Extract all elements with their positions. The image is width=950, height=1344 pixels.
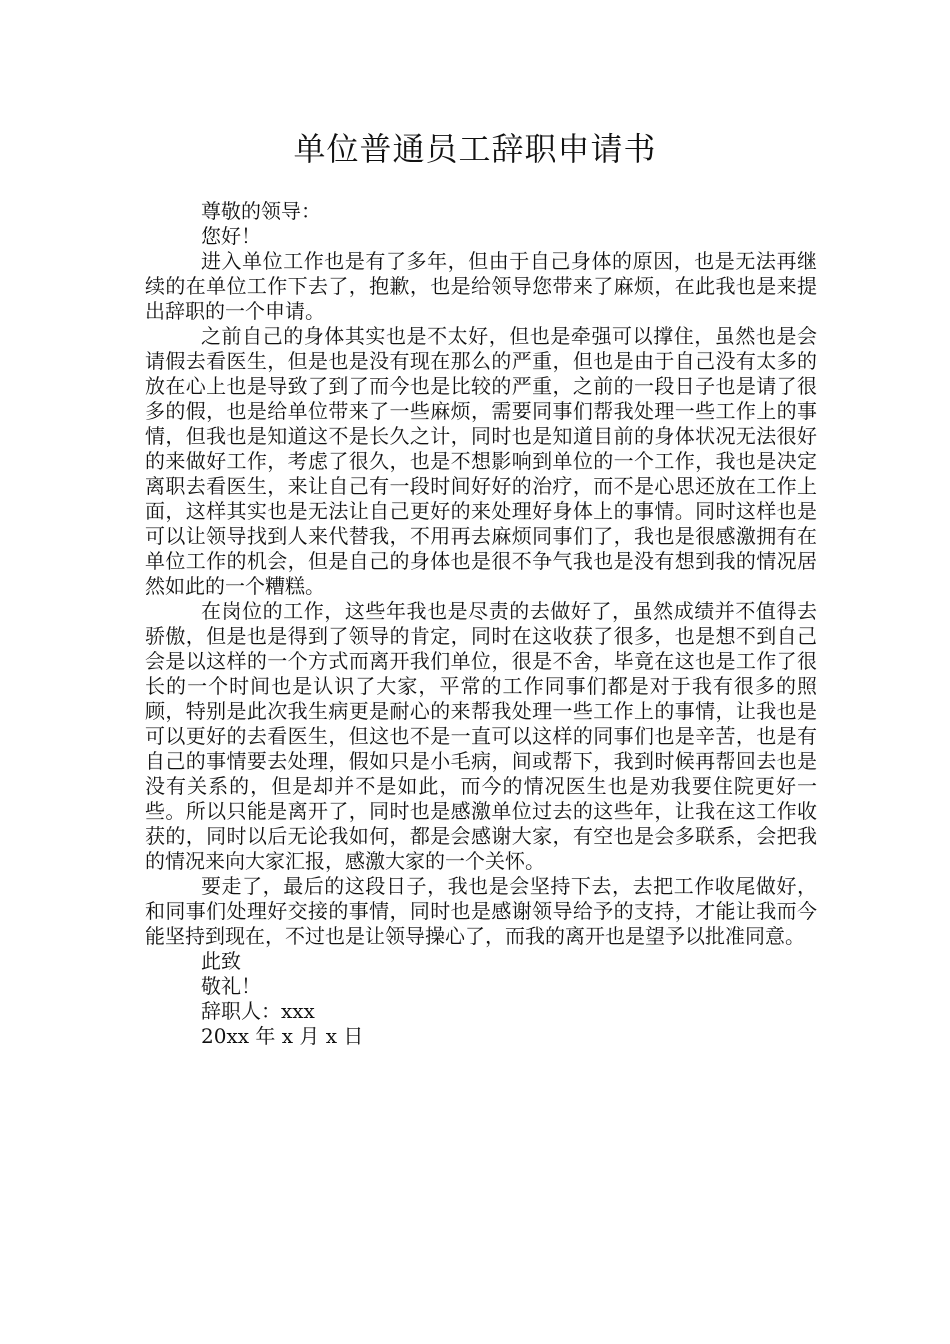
document-title: 单位普通员工辞职申请书	[293, 130, 657, 168]
body-paragraph: 进入单位工作也是有了多年，但由于自己身体的原因，也是无法再继续的在单位工作下去了，抱歉，也是给领导您带来了麻烦，在此我也是来提出辞职的一个申请。	[145, 249, 817, 323]
body-paragraph: 要走了，最后的这段日子，我也是会坚持下去，去把工作收尾做好，和同事们处理好交接的事情，同时也是感谢领导给予的支持，才能让我而今能坚持到现在，不过也是让领导操心了，而我的离开也是望予以批准同意。	[145, 874, 817, 948]
greeting: 您好！	[201, 224, 261, 248]
document-body	[145, 199, 817, 1049]
body-paragraph: 在岗位的工作，这些年我也是尽责的去做好了，虽然成绩并不值得去骄傲，但是也是得到了领导的肯定，同时在这收获了很多，也是想不到自己会是以这样的一个方式而离开我们单位，很是不舍，毕竟在这也是工作了很长的一个时间也是认识了大家，平常的工作同事们都是对于我有很多的照顾，特别是此次我生病更是耐心的来帮我处理一些工作上的事情，让我也是可以更好的去看医生，但这也不是一直可以这样的同事们也是辛苦，也是有自己的事情要去处理，假如只是小毛病，间或帮下，我到时候再帮回去也是没有关系的，但是却并不是如此，而今的情况医生也是劝我要住院更好一些。所以只能是离开了，同时也是感激单位过去的这些年，让我在这工作收获的，同时以后无论我如何，都是会感谢大家，有空也是会多联系，会把我的情况来向大家汇报，感激大家的一个关怀。	[145, 599, 817, 873]
date: 20xx 年 x 月 x 日	[201, 1024, 364, 1048]
closing-salute: 敬礼！	[201, 974, 261, 998]
body-paragraph: 之前自己的身体其实也是不太好，但也是牵强可以撑住，虽然也是会请假去看医生，但是也是没有现在那么的严重，但也是由于自己没有太多的放在心上也是导致了到了而今也是比较的严重，之前的一段日子也是请了很多的假，也是给单位带来了一些麻烦，需要同事们帮我处理一些工作上的事情，但我也是知道这不是长久之计，同时也是知道目前的身体状况无法很好的来做好工作，考虑了很久，也是不想影响到单位的一个工作，我也是决定离职去看医生，来让自己有一段时间好好的治疗，而不是心思还放在工作上面，这样其实也是无法让自己更好的来处理好身体上的事情。同时这样也是可以让领导找到人来代替我，不用再去麻烦同事们了，我也是很感激拥有在单位工作的机会，但是自己的身体也是很不争气我也是没有想到我的情况居然如此的一个糟糕。	[145, 324, 817, 598]
closing-line: 此致	[201, 949, 241, 973]
salutation: 尊敬的领导：	[201, 199, 321, 223]
signature: 辞职人：xxx	[201, 999, 315, 1023]
